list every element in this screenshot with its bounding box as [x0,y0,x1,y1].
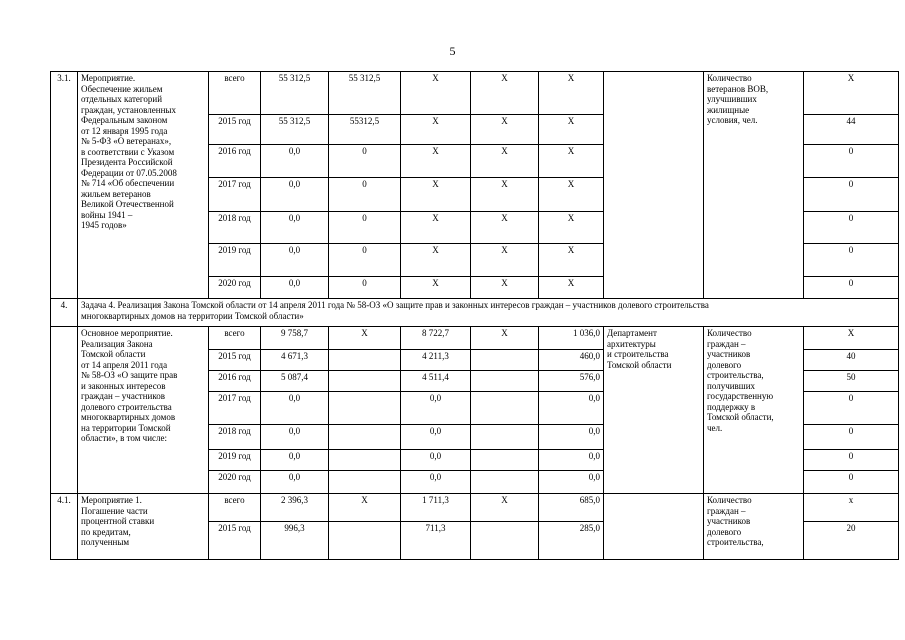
local-cell: Х [471,212,539,244]
text-line: архитектуры [607,338,656,349]
local-cell: Х [471,494,539,522]
regional-cell: Х [401,145,471,178]
total-cell: 55 312,5 [261,115,329,145]
year-cell: 2015 год [209,522,261,560]
table-row [51,494,899,522]
measure-title [78,494,209,560]
total-cell: 0,0 [261,244,329,277]
local-cell [471,425,539,450]
target-cell: Х [804,327,899,350]
total-cell: 0,0 [261,392,329,425]
text-line: № 714 «Об обеспечении [81,178,175,188]
text-line: Томской области, [707,412,774,422]
target-cell: 40 [804,350,899,371]
page-number: 5 [449,44,456,58]
target-cell: 0 [804,392,899,425]
extra-cell: Х [539,277,604,299]
text-line: граждан – участников [81,391,166,401]
text-line: многоквартирных домов [81,412,176,422]
regional-cell: Х [401,72,471,115]
regional-cell: 4 511,4 [401,371,471,392]
measure-title [78,72,209,299]
extra-cell: 685,0 [539,494,604,522]
total-cell: 0,0 [261,212,329,244]
extra-cell: Х [539,178,604,212]
text-line: 1945 годов» [81,220,127,230]
text-line: полученным [81,537,130,547]
text-line: строительства, [707,370,764,380]
year-cell: 2015 год [209,115,261,145]
total-cell: 9 758,7 [261,327,329,350]
extra-cell: Х [539,244,604,277]
federal-cell: Х [329,327,401,350]
regional-cell: 1 711,3 [401,494,471,522]
text-line: области», в том числе: [81,433,167,443]
total-cell: 0,0 [261,471,329,494]
federal-cell [329,392,401,425]
extra-cell: Х [539,145,604,178]
extra-cell: 0,0 [539,471,604,494]
federal-cell: 0 [329,277,401,299]
text-line: Мероприятие 1. [81,495,142,505]
text-line: Томской области [607,359,672,370]
regional-cell: Х [401,277,471,299]
local-cell [471,450,539,471]
regional-cell: Х [401,212,471,244]
local-cell [471,471,539,494]
local-cell [471,522,539,560]
federal-cell: 0 [329,212,401,244]
regional-cell: 0,0 [401,471,471,494]
regional-cell: 4 211,3 [401,350,471,371]
year-cell: 2019 год [209,244,261,277]
table-row [51,72,899,115]
federal-cell [329,425,401,450]
row-number: 4. [51,299,78,327]
text-line: и строительства [607,349,669,359]
measure-title [78,327,209,494]
total-cell: 5 087,4 [261,371,329,392]
executor-cell [604,494,704,560]
year-cell: 2015 год [209,350,261,371]
extra-cell: Х [539,72,604,115]
federal-cell: Х [329,494,401,522]
local-cell [471,392,539,425]
year-cell: 2016 год [209,371,261,392]
target-cell: 50 [804,371,899,392]
row-number [51,327,78,494]
target-cell: х [804,494,899,522]
federal-cell: 0 [329,145,401,178]
executor-cell [604,327,704,494]
regional-cell: Х [401,244,471,277]
text-line: на территории Томской [81,422,171,433]
extra-cell: 576,0 [539,371,604,392]
local-cell: Х [471,72,539,115]
target-cell: 0 [804,425,899,450]
federal-cell [329,471,401,494]
target-cell: 0 [804,471,899,494]
target-cell: 44 [804,115,899,145]
text-line: Обеспечение жильем [81,83,163,94]
target-cell: 0 [804,212,899,244]
extra-cell: Х [539,212,604,244]
text-line: жильем ветеранов [81,188,151,199]
text-line: Количество [707,495,752,505]
regional-cell: 711,3 [401,522,471,560]
indicator-name [704,494,804,560]
indicator-name [704,327,804,494]
total-cell: 2 396,3 [261,494,329,522]
local-cell: Х [471,327,539,350]
text-line: улучшивших [707,94,757,104]
local-cell: Х [471,277,539,299]
year-cell: 2020 год [209,471,261,494]
text-line: граждан, установленных [81,104,176,115]
text-line: жилищные [707,104,750,115]
row-number: 3.1. [51,72,78,299]
text-line: чел. [707,422,723,433]
text-line: долевого [707,359,742,370]
local-cell [471,371,539,392]
federal-cell: 0 [329,244,401,277]
text-line: отдельных категорий [81,94,163,104]
text-line: Президента Российской [81,157,173,167]
federal-cell: 55312,5 [329,115,401,145]
text-line: условия, чел. [707,115,758,125]
local-cell: Х [471,178,539,212]
text-line: от 14 апреля 2011 года [81,359,168,370]
text-line: Количество [707,328,752,338]
regional-cell: 8 722,7 [401,327,471,350]
target-cell: 20 [804,522,899,560]
text-line: строительства, [707,537,764,547]
year-cell: 2018 год [209,425,261,450]
text-line: войны 1941 – [81,209,133,220]
total-cell: 996,3 [261,522,329,560]
text-line: Погашение части [81,505,148,516]
federal-cell [329,522,401,560]
year-cell: 2019 год [209,450,261,471]
text-line: Количество [707,73,752,83]
text-line: Основное мероприятие. [81,328,173,338]
total-cell: 0,0 [261,450,329,471]
text-line: по кредитам, [81,526,131,537]
extra-cell: 460,0 [539,350,604,371]
year-cell: 2017 год [209,392,261,425]
text-line: граждан – [707,505,746,516]
total-cell: 0,0 [261,178,329,212]
extra-cell: 0,0 [539,425,604,450]
task-title [78,299,899,327]
program-table [50,71,899,560]
text-line: Томской области [81,349,146,359]
year-cell: всего [209,72,261,115]
task-title-line: многоквартирных домов на территории Томской области» [81,310,304,321]
executor-cell [604,72,704,299]
text-line: участников [707,349,751,359]
total-cell: 0,0 [261,425,329,450]
year-cell: всего [209,327,261,350]
row-number: 4.1. [51,494,78,560]
federal-cell [329,450,401,471]
year-cell: 2016 год [209,145,261,178]
task-title-line: Задача 4. Реализация Закона Томской области от 14 апреля 2011 года № 58-ОЗ «О защите прав и законных интересов граждан – участников долевого строительства [81,300,709,310]
local-cell: Х [471,115,539,145]
text-line: Федерации от 07.05.2008 [81,167,177,178]
text-line: в соответствии с Указом [81,146,175,157]
regional-cell: 0,0 [401,450,471,471]
indicator-name [704,72,804,299]
regional-cell: Х [401,178,471,212]
text-line: № 5-ФЗ «О ветеранах», [81,136,172,146]
text-line: Великой Отечественной [81,199,174,209]
target-cell: Х [804,72,899,115]
table-row [51,327,899,350]
text-line: и законных интересов [81,380,166,391]
local-cell: Х [471,244,539,277]
year-cell: всего [209,494,261,522]
text-line: долевого [707,526,742,537]
total-cell: 0,0 [261,277,329,299]
total-cell: 0,0 [261,145,329,178]
task-row [51,299,899,327]
federal-cell: 55 312,5 [329,72,401,115]
regional-cell: 0,0 [401,425,471,450]
target-cell: 0 [804,178,899,212]
text-line: Реализация Закона [81,338,153,349]
text-line: долевого строительства [81,401,172,412]
text-line: Мероприятие. [81,73,136,83]
total-cell: 4 671,3 [261,350,329,371]
federal-cell: 0 [329,178,401,212]
total-cell: 55 312,5 [261,72,329,115]
year-cell: 2018 год [209,212,261,244]
extra-cell: 285,0 [539,522,604,560]
extra-cell: 1 036,0 [539,327,604,350]
text-line: процентной ставки [81,516,155,526]
text-line: государственную [707,391,774,401]
text-line: Федеральным законом [81,115,168,125]
target-cell: 0 [804,277,899,299]
text-line: получивших [707,380,756,391]
year-cell: 2017 год [209,178,261,212]
local-cell: Х [471,145,539,178]
extra-cell: 0,0 [539,450,604,471]
target-cell: 0 [804,145,899,178]
text-line: от 12 января 1995 года [81,125,168,136]
year-cell: 2020 год [209,277,261,299]
text-line: граждан – [707,338,746,349]
target-cell: 0 [804,244,899,277]
regional-cell: Х [401,115,471,145]
text-line: № 58-ОЗ «О защите прав [81,370,178,380]
extra-cell: 0,0 [539,392,604,425]
federal-cell [329,350,401,371]
extra-cell: Х [539,115,604,145]
regional-cell: 0,0 [401,392,471,425]
text-line: поддержку в [707,401,756,412]
target-cell: 0 [804,450,899,471]
text-line: ветеранов ВОВ, [707,83,769,94]
federal-cell [329,371,401,392]
text-line: Департамент [607,328,657,338]
text-line: участников [707,516,751,526]
local-cell [471,350,539,371]
